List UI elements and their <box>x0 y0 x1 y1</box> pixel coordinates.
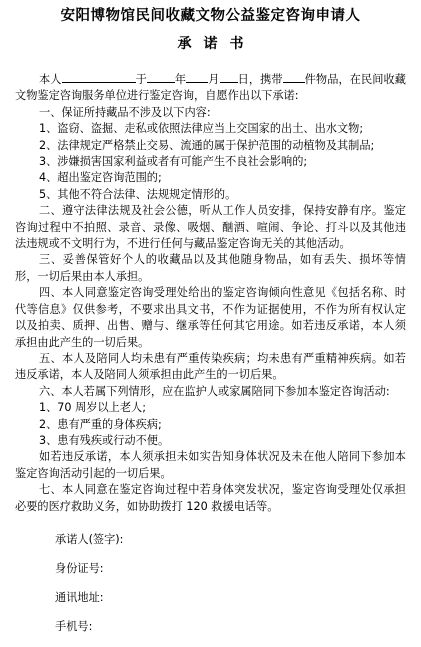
intro-text-5: 日，携带 <box>237 73 283 86</box>
clause-6-item: 1、70 周岁以上老人; <box>39 401 146 415</box>
clause-6-head: 六、本人若属下列情形，应在监护人或家属陪同下参加本鉴定咨询活动: <box>39 384 390 398</box>
year-blank <box>147 71 175 83</box>
id-number-label: 身份证号: <box>55 561 104 575</box>
address-label: 通讯地址: <box>55 590 104 604</box>
clause-1-item: 4、超出鉴定咨询范围的; <box>39 171 162 185</box>
clause-1-item: 5、其他不符合法律、法规规定情形的。 <box>39 187 237 201</box>
intro-paragraph <box>15 71 406 105</box>
clause-7: 七、本人同意在鉴定咨询过程中若身体突发状况，鉴定咨询受理处仅承担必要的医疗救助义务，如协助拨打 120 救援电话等。 <box>15 483 406 513</box>
document-body <box>15 71 406 515</box>
intro-text-6: 件物品，在民间收藏文物鉴定咨询服务单位进行鉴定咨询，自愿作出以下承诺: <box>15 73 406 103</box>
document-page <box>0 6 421 647</box>
phone-label: 手机号: <box>55 619 93 633</box>
clause-6-tail: 如若违反承诺，本人须承担未如实告知身体状况及未在他人陪同下参加本鉴定咨询活动引起的一切后果。 <box>15 450 406 480</box>
month-blank <box>186 71 208 83</box>
intro-text-3: 年 <box>174 73 187 86</box>
clause-1-head: 一、保证所持藏品不涉及以下内容: <box>39 105 211 119</box>
document-title: 安阳博物馆民间收藏文物公益鉴定咨询申请人 <box>60 8 361 24</box>
document-subtitle: 承诺书 <box>177 36 256 52</box>
clause-1-item: 1、盗窃、盗掘、走私或依照法律应当上交国家的出土、出水文物; <box>39 122 364 136</box>
intro-text-1: 本人 <box>39 73 62 86</box>
signature-block <box>15 525 406 641</box>
intro-text-2: 于 <box>135 73 147 86</box>
clause-4: 四、本人同意鉴定咨询受理处给出的鉴定咨询倾向性意见《包括名称、时代等信息》仅供参考，不要求出具文书，不作为证据使用，不作为所有权认定以及拍卖、质押、出售、赠与、继承等任何其它用途。如若违反承诺，本人须承担由此产生的一切后果。 <box>15 286 406 349</box>
count-blank <box>283 71 305 83</box>
intro-text-4: 月 <box>208 73 220 86</box>
clause-2: 二、遵守法律法规及社会公德，听从工作人员安排，保持安静有序。鉴定咨询过程中不拍照、录音、录像、吸烟、酗酒、喧闹、争论、打斗以及其他违法违规或不文明行为，不进行任何与藏品鉴定咨询无关的其他活动。 <box>15 204 406 251</box>
clause-5: 五、本人及陪同人均未患有严重传染疾病；均未患有严重精神疾病。如若违反承诺，本人及陪同人须承担由此产生的一切后果。 <box>15 351 406 382</box>
clause-6-item: 3、患有残疾或行动不便。 <box>39 433 170 447</box>
clause-3: 三、妥善保管好个人的收藏品以及其他随身物品，如有丢失、损坏等情形，一切后果由本人承担。 <box>15 253 406 283</box>
clause-1-item: 3、涉嫌损害国家利益或者有可能产生不良社会影响的; <box>39 155 308 169</box>
applicant-signature-label: 承诺人(签字): <box>55 532 124 546</box>
clause-1-item: 2、法律规定严格禁止交易、流通的属于保护范围的动植物及其制品; <box>39 138 375 152</box>
day-blank <box>220 71 238 83</box>
clause-6-item: 2、患有严重的身体疾病; <box>39 417 162 431</box>
name-blank <box>62 71 136 83</box>
